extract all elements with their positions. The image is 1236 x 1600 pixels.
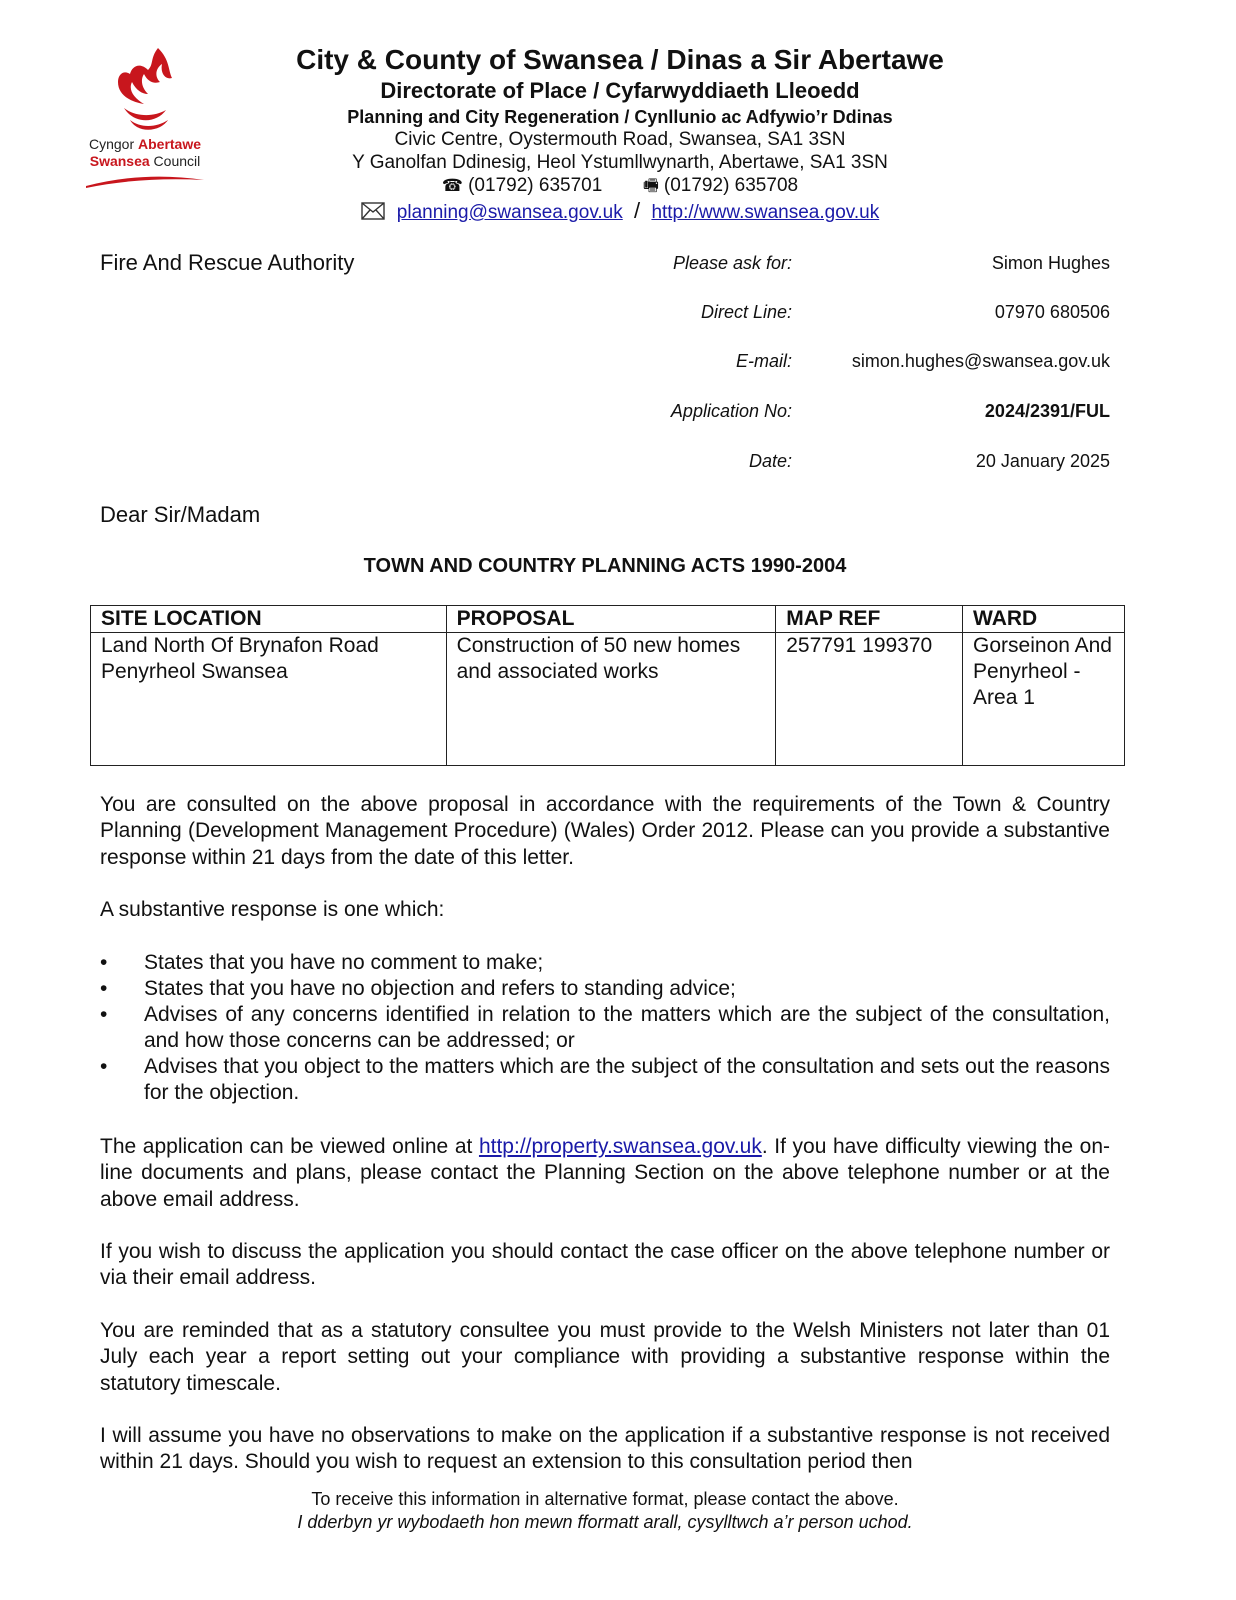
fax-icon: 🖷: [642, 176, 659, 195]
site-location-cell: Land North Of Brynafon Road Penyrheol Swansea: [91, 633, 447, 766]
contact-numbers: [230, 174, 1010, 197]
email-value: simon.hughes@swansea.gov.uk: [851, 351, 1110, 371]
ask-for-label: Please ask for:: [672, 253, 792, 273]
address-english: Civic Centre, Oystermouth Road, Swansea, SA1 3SN: [394, 129, 846, 150]
online-viewing-paragraph: [100, 1134, 1110, 1213]
salutation: Dear Sir/Madam: [100, 502, 261, 527]
email-label: E-mail:: [735, 351, 792, 371]
planning-email-link[interactable]: planning@swansea.gov.uk: [396, 202, 623, 223]
list-item: • States that you have no comment to make;: [100, 950, 1110, 976]
online-viewing-text: The application can be viewed online at: [100, 1135, 479, 1158]
proposal-cell: Construction of 50 new homes and associated works: [446, 633, 776, 766]
list-item: • States that you have no objection and refers to standing advice;: [100, 976, 1110, 1002]
logo-wordmark: Cyngor Abertawe Swansea Council: [88, 136, 202, 169]
ask-for-value: Simon Hughes: [991, 253, 1110, 273]
phone-icon: ☎: [441, 176, 464, 195]
council-title: City & County of Swansea / Dinas a Sir Abertawe: [296, 44, 944, 75]
substantive-response-intro: A substantive response is one which:: [100, 898, 445, 921]
direct-line-label: Direct Line:: [700, 302, 792, 322]
logo-swoosh: [84, 174, 206, 190]
date-value: 20 January 2025: [975, 451, 1110, 471]
map-ref-cell: 257791 199370: [776, 633, 963, 766]
list-item: • Advises that you object to the matters which are the subject of the consultation and sets out the reasons for the objection.: [100, 1054, 1110, 1106]
application-no-label: Application No:: [670, 401, 792, 421]
map-ref-header: MAP REF: [776, 606, 963, 633]
council-website-link[interactable]: http://www.swansea.gov.uk: [651, 202, 880, 223]
table-header-row: [91, 606, 1125, 633]
address-welsh: Y Ganolfan Ddinesig, Heol Ystumllwynarth, Abertawe, SA1 3SN: [352, 152, 888, 173]
proposal-header: PROPOSAL: [446, 606, 776, 633]
no-observations-paragraph: I will assume you have no observations to make on the application if a substantive response is not received within 21 days. Should you wish to request an extension to this consultation period then: [100, 1424, 1110, 1474]
application-no-value: 2024/2391/FUL: [984, 401, 1110, 421]
date-label: Date:: [748, 451, 792, 471]
response-criteria-list: [100, 950, 1110, 1106]
footer-english: To receive this information in alternative format, please contact the above.: [311, 1489, 899, 1509]
phone-number: (01792) 635701: [468, 175, 603, 196]
link-separator: /: [634, 198, 641, 223]
footer-welsh: I dderbyn yr wybodaeth hon mewn fformatt arall, cysylltwch a’r person uchod.: [297, 1512, 913, 1532]
recipient-name: Fire And Rescue Authority: [100, 250, 355, 275]
acts-heading: TOWN AND COUNTRY PLANNING ACTS 1990-2004: [363, 555, 847, 577]
fax-number: (01792) 635708: [663, 175, 799, 196]
ward-cell: Gorseinon And Penyrheol - Area 1: [963, 633, 1125, 766]
property-portal-link[interactable]: http://property.swansea.gov.uk: [478, 1135, 762, 1158]
contact-links: [230, 199, 1010, 224]
department-title: Planning and City Regeneration / Cynllunio ac Adfywio’r Ddinas: [347, 107, 893, 127]
ward-header: WARD: [963, 606, 1125, 633]
phoenix-icon: [110, 44, 180, 134]
site-location-header: SITE LOCATION: [91, 606, 447, 633]
statutory-reminder-paragraph: You are reminded that as a statutory consultee you must provide to the Welsh Ministers not later than 01 July each year a report setting out your compliance with providing a substantive response within the statutory timescale.: [100, 1319, 1110, 1395]
direct-line-value: 07970 680506: [994, 302, 1110, 322]
online-viewing-text-cont: . If you have difficulty viewing the on-line documents and plans, please contact the Planning Section on the above telephone number or at the above email address.: [100, 1135, 1110, 1211]
envelope-icon: [361, 202, 385, 220]
table-row: [91, 633, 1125, 766]
application-details-table: [90, 605, 1125, 766]
case-officer-paragraph: If you wish to discuss the application you should contact the case officer on the above telephone number or via their email address.: [100, 1240, 1110, 1290]
directorate-title: Directorate of Place / Cyfarwyddiaeth Lleoedd: [380, 78, 860, 103]
list-item: • Advises of any concerns identified in relation to the matters which are the subject of the consultation, and how those concerns can be addressed; or: [100, 1002, 1110, 1054]
council-logo: [80, 44, 210, 194]
consultation-paragraph: You are consulted on the above proposal in accordance with the requirements of the Town & Country Planning (Development Management Procedure) (Wales) Order 2012. Please can you provide a substantive response within 21 days from the date of this letter.: [100, 793, 1110, 869]
